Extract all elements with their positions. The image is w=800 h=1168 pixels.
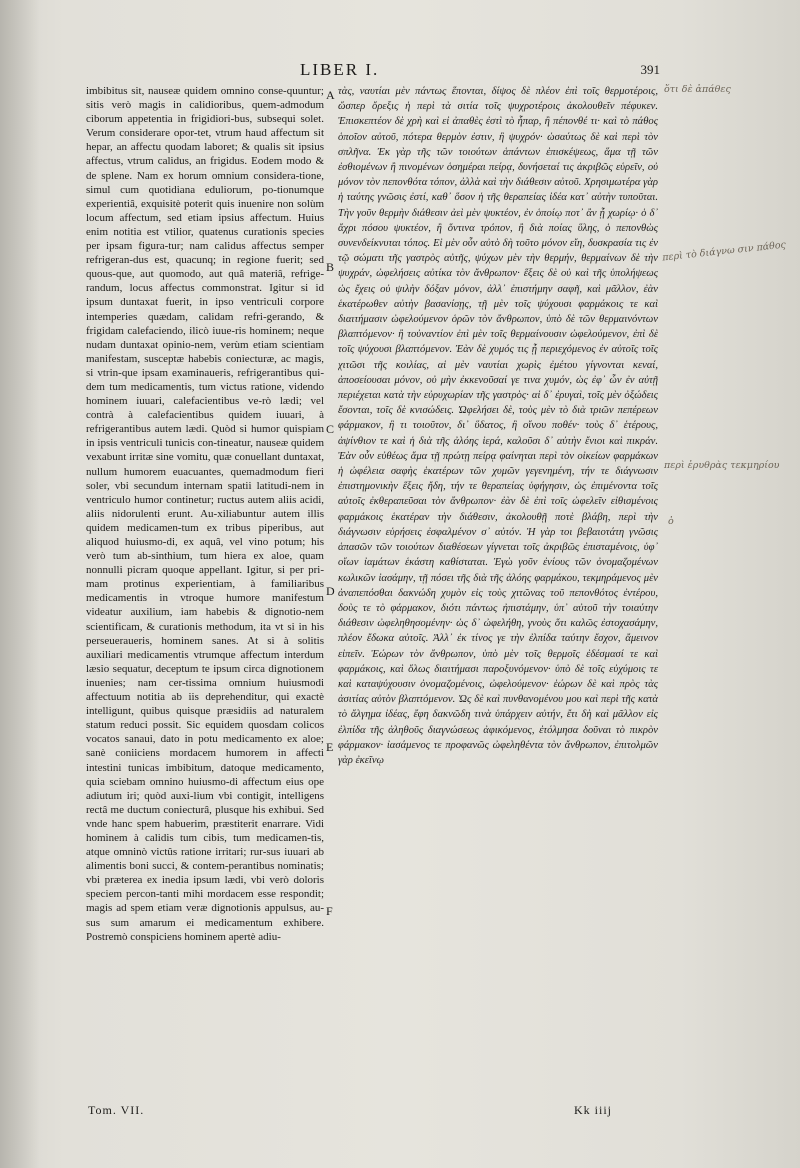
- page-number: 391: [640, 62, 660, 77]
- section-letter-d: D: [326, 584, 335, 598]
- latin-column: [86, 84, 324, 1104]
- running-title: LIBER I.: [300, 60, 380, 79]
- greek-text: τὰς, ναυτίαι μὲν πάντως ἕπονται, δίψος δὲ πλέον ἐπὶ τοῖς θερμοτέροις, ὥσπερ ὄρεξις ἡ περὶ τὰ σιτία τοῖς ψυχροτέροις ἀκολουθεῖν πέφυκεν. Ἐπισκεπτέον δὲ χρὴ καὶ εἰ ἀπαθὲς ἐστὶ τὸ ἧπαρ, ἢ πέπονθέ τι· καὶ τὸ πάθος ὁποῖον αὐτοῦ, πότερα θερμὸν ἐστιν, ἢ ψυχρόν· ὡσαύτως δὲ καὶ περὶ τὸν σπλῆνα. Ἐκ γὰρ τῆς τῶν τοιούτων ἁπάντων ἐπισκέψεως, ἅμα τῇ τῶν ἐσθιομένων ἢ πινομένων ὁσημέραι πείρᾳ, δυνήσεταί τις ἀκριβῶς εὑρεῖν, οὐ μόνον τὸν πεπονθότα τόπον, ἀλλὰ καὶ τὴν διάθεσιν αὐτοῦ. Χρησιμωτέρα γὰρ ἡ ταύτης γνῶσις ἐστί, καθ᾽ ὅσον ἡ τῆς θεραπείας ἰδέα κατ᾽ αὐτὴν τυποῦται. Τὴν γοῦν θερμὴν διάθεσιν ἀεὶ μὲν ψυκτέον, ἐν ὁποίῳ ποτ᾽ ἂν ᾖ χωρίῳ· ὁ δ᾽ ἄχρι πόσου ψυκτέον, ἢ ὅντινα τρόπον, ἢ διὰ ποίας ὕλης, ὁ πεπονθὼς συνενδείκνυται τόπος. Εἰ μὲν οὖν αὐτὸ δὴ τοῦτο μόνον εἴη, δυσκρασία τις ἐν τῷ σώματι τῆς γαστρὸς αὐτῆς, ψύχων μὲν τὴν θερμήν, θερμαίνων δὲ τὴν ψυχράν, ὠφελήσεις αὐτίκα τὸν ἄνθρωπον· ἕξεις δὲ οὐ καὶ τῆς ὑπολήψεως ὡς ἔχεις οὐ ψιλὴν δόξαν μόνον, ἀλλ᾽ ἐπιστήμην σαφῆ, καὶ μᾶλλον, ἐὰν ἑκατέρωθεν αὐτὴν βασανίσῃς, τῇ μὲν τοῖς ψύχουσι φαρμάκοις τε καὶ διαιτήμασιν ὠφελούμενον ὁρῶν τὸν ἄνθρωπον, ὑπὸ δὲ τῶν θερμαινόντων βλαπτόμενον· ἢ τοὐναντίον ἐπὶ μὲν τοῖς θερμαίνουσιν ὠφελούμενον, ἐπὶ δὲ τοῖς ψύχουσι βλαπτόμενον. Ἐὰν δὲ χυμός τις ᾖ περιεχόμενος ἐν αὐτοῖς τοῖς χιτῶσι τῆς κοιλίας, αἱ μὲν ναυτίαι χωρὶς ἐμέτου γίγνονται κεναί, ἀποσείουσαι μόνον, οὐ μὴν ἐκκενοῦσαί γε τινα χυμόν, ὡς ἐφ᾽ ὧν ἐν αὐτῇ περιέχεται κατὰ τὴν εὐρυχωρίαν τῆς γαστρὸς· αἱ δ᾽ ἐρυγαὶ, τοῖς μὲν ὀξώδεις ἔσονται, τοῖς δὲ κνισώδεις. Ὠφελήσει δὲ, τοὺς μὲν τὸ διὰ τριῶν πεπέρεων φάρμακον, ἢ τι τοιοῦτον, δι᾽ ὕδατος, ἢ οἴνου ποθέν· τοὺς δ᾽ ἑτέρους, ἀψίνθιον τε καὶ ἡ διὰ τῆς ἀλόης ἱερά, καλοῦσι δ᾽ αὐτὴν ἔνιοι καὶ πικράν. Ἐὰν οὖν εὐθέως ἅμα τῇ πρώτῃ πείρᾳ φαίνηται περὶ τὸν οἰκείων φαρμάκων ἡ ὠφέλεια σαφὴς ἑκατέρων τῶν χυμῶν γεγενημένη, τήν τε διάγνωσιν ἐπιστημονικὴν ἕξεις ἤδη, τήν τε θεραπείας ὑφήγησιν, ὡς ἐπιμένοντα τοῖς αὐτοῖς ἐκθεραπεῦσαι τὸν ἄνθρωπον· ἐὰν δὲ ἐπὶ τοῖς ὠφελεῖν εἰθισμένοις φαρμάκοις ἑκατέραν τὴν διάθεσιν, ἀκολουθῇ ποτὲ βλάβη, περὶ τὴν διάγνωσιν εὑρήσεις ἐσφαλμένον σ᾽ αὐτόν. Ἡ γὰρ τοι βεβαιοτάτη γνῶσις ἁπασῶν τῶν τοιούτων διαθέσεων γίγνεται τοῖς ἀκριβῶς ἐπισταμένοις, ὑφ᾽ οἵων ἰαμάτων ἑκάστη καθίσταται. Ἐγὼ γοῦν ἐνίους τῶν ὀνομαζομένων κωλικῶν ἰασάμην, τῇ πόσει τῆς διὰ τῆς ἀλόης φαρμάκου, τεκμηράμενος μὲν ἀναπεπόσθαι δακνώδη χυμὸν εἰς τοὺς χιτῶνας τοῦ πεπονθότος ἐντέρου, δοὺς τε τὸ φάρμακον, διότι πάντως ἠπιστάμην, ὑπ᾽ αὐτοῦ τὴν τοιαύτην διάθεσιν ὠφεληθησομένην· ὡς δ᾽ ὠφελήθη, γνοὺς ὅτι καλῶς ἐστοχασάμην, πλέον ἔδωκα αὐτοῖς. Ἀλλ᾽ ἐκ τίνος γε τὴν ἐλπίδα ταύτην ἔσχον, ἄμεινον εἰπεῖν. Ἑώρων τὸν ἄνθρωπον, ὑπὸ μὲν τοῖς θερμοῖς ἐδέσμασί τε καὶ φαρμάκοις, καὶ ὅλως διαιτήμασι παροξυνόμενον· ὑπὸ δὲ τοῖς εὐχύμοις τε καὶ καταψύχουσιν ὀνομαζομένοις, ὠφελούμενον· ἑώρων δὲ καὶ πρὸς τὰς ἀσιτίας αὐτὸν βλαπτόμενον. Ὡς δὲ καὶ πυνθανομένου μου καὶ περὶ τῆς κατὰ τὸ ἄλγημα ἰδέας, ἔφη δακνῶδη τινὰ ὑπάρχειν αὐτήν, ἔτι δὴ καὶ μᾶλλον εἰς ἐλπίδα τῆς ἀληθοῦς διαγνώσεως ἀφικόμενος, ἐτόλμησα δοῦναι τὸ πικρὸν φάρμακον· ἰασάμενος τε προφανῶς ὠφεληθέντα τὸν ἄνθρωπον, ἐπιτολμῶν γὰρ ἐκεῖνῳ: [338, 86, 658, 766]
- margin-note: περὶ τὸ διάγνω σιν πάθος: [661, 239, 787, 264]
- margin-note: περὶ ἐρυθρὰς τεκμηρίου: [664, 460, 780, 471]
- section-letters: [324, 84, 338, 1084]
- signature-mark: Kk iiij: [574, 1103, 613, 1117]
- latin-text: imbibitus sit, nauseæ quidem omnino conse-quuntur; sitis verò magis in calidioribus, quem-admodum ciborum appetentia in frigidiori-bus, subsequi solet. Verum considerare opor-tet, vtrum haud affectum sit hepar, an affectu quodam laboret; & qualis sit ipsius affectus, vtrum calidus, an frigidus. Eodem modo & de splene. Nam ex horum omnium considera-tione, simul cum quotidiana eduliorum, po-tionumque experientiâ, exquisitè poterit quis inuenire non solùm locum affectum, sed etiam ipsius affectum. Huius enim notitia est vtilior, quatenus curationis species per ipsam figura-tur; nam calidus affectus semper refrigeran-dus est, quacunq; in regione fuerit; sed quous-que, aut quomodo, aut quâ materiâ, refrige-randum, locus affectus commonstrat. Igitur si id ipsum duntaxat fuerit, in ipso ventriculi corpore intemperies quædam, calidam refri-gerando, & frigidam calefaciendo, ilicò iuue-ris hominem; neque nudam duntaxat opinio-nem, verùm etiam scientiam manifestam, susceptæ habebis coniecturæ, ac magis, si vtrin-que ipsam examinaueris, refrigerantibus qui-dem tum medicamentis, tum victus ratione, videndo hominem iuuari, calefacientibus ve-rò lædi; vel contrà à calefacientibus quidem iuuari, à refrigerantibus autem lædi. Quòd si humor quispiam in ipsis ventriculi tunicis con-tineatur, nauseæ quidem vexabunt irritæ sine vomitu, quæ conuellant duntaxat, nullum humorem euacuantes, quemadmodum fieri soler, vbi secundum internam spatii latitudi-nem in ventriculo humor continetur; ructus autem aliis acidi, aliis nidorulenti erunt. Au-xiliabuntur autem illis quidem medicamen-tum ex tribus piperibus, aut aliquod huiusmo-di, ex aquâ, vel vino potum; his verò tum ab-sinthium, tum hiera ex aloe, quam nonnulli picram quoque appellant. Igitur, si per pri-mam protinus experientiam, à familiaribus medicamentis in vtroque humore manifestum videatur auxilium, iam habebis & dignotio-nem scientificam, & curationis methodum, ita vt si in his perseueraueris, hominem sanes. At si à solitis auxiliari medicamentis vtrumque affectum interdum læsio sequatur, deceptum te ipsum circa dignotionem inuenies; nam cer-tissima omnium huiusmodi affectuum notitia ab iis deprehenditur, qui exactè intelligunt, quibus quisque præsidiis ad naturalem statum reduci possit. Sic equidem quosdam colicos vocatos sanaui, dato in potu medicamento ex aloe; sanè coniiciens mordacem humorem in affecti intestini tunicas imbibitum, datoque medicamento, quia sciebam omnino huiusmo-di affectum eius ope adiutum iri; quòd auxi-lium vbi contigit, intelligens rectâ me ductum coniecturâ, plusque his exhibui. Sed vnde hanc spem habuerim, præstiterit enarrare. Vidi hominem à calidis tum cibis, tum medicamen-tis, atque omninò victûs ratione irritari; rur-sus iuuari ab alimentis boni succi, & contem-perantibus nominatis; vbi præterea ex inedia ipsum lædi, vbi verò doloris speciem percon-tanti mihi mordacem esse respondit; magis ad spem etiam veræ dignotionis appulsus, au-sus sum amarum ei medicamentum exhibere. Postremò conspiciens hominem apertè adiu-: [86, 85, 324, 943]
- running-header: [60, 60, 660, 82]
- spine-shadow: [0, 0, 40, 1168]
- volume-footer: Tom. VII.: [88, 1103, 145, 1117]
- section-letter-a: A: [326, 88, 335, 102]
- section-letter-e: E: [326, 740, 334, 754]
- section-letter-c: C: [326, 422, 335, 436]
- section-letter-b: B: [326, 260, 335, 274]
- margin-note: ὁ: [668, 516, 674, 527]
- margin-note: ὅτι δὲ ἀπάθες: [664, 84, 731, 95]
- greek-column: [338, 84, 658, 1104]
- section-letter-f: F: [326, 904, 333, 918]
